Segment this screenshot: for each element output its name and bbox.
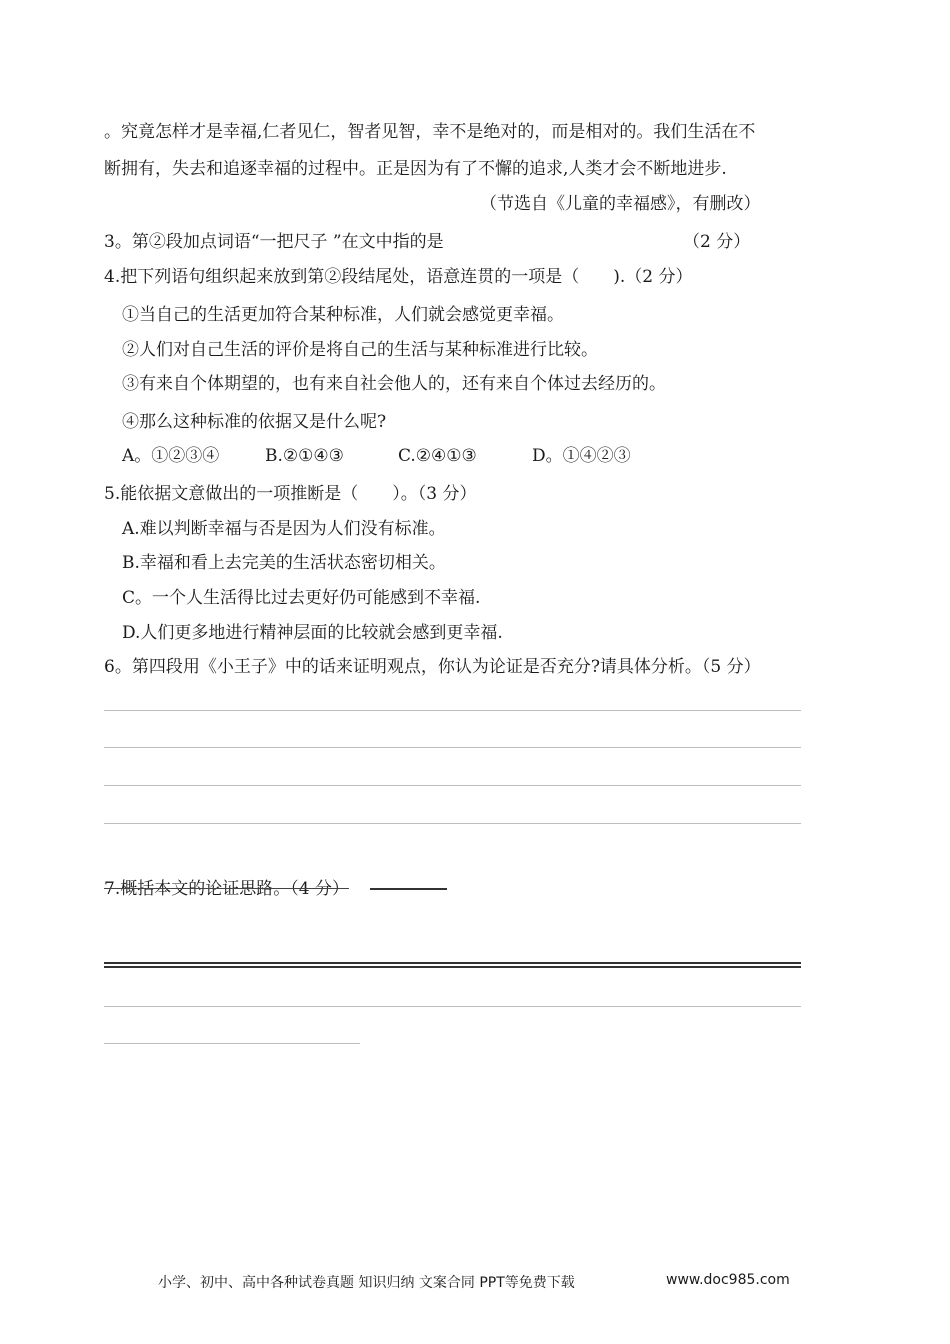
question-4-item-4: ④那么这种标准的依据又是什么呢? xyxy=(122,412,387,432)
question-5-option-d: D.人们更多地进行精神层面的比较就会感到更幸福. xyxy=(122,623,503,643)
question-3-score: （2 分） xyxy=(683,232,751,252)
answer-line xyxy=(104,823,801,824)
passage-source: （节选自《儿童的幸福感》，有删改） xyxy=(480,194,761,214)
answer-line xyxy=(104,747,801,748)
question-4-option-d: D。①④②③ xyxy=(532,446,631,466)
question-4-option-a: A。①②③④ xyxy=(122,446,220,466)
answer-line xyxy=(104,1043,360,1044)
question-4-option-b: B.②①④③ xyxy=(265,446,344,466)
question-5-option-c: C。一个人生活得比过去更好仍可能感到不幸福. xyxy=(122,588,481,608)
question-5-option-a: A.难以判断幸福与否是因为人们没有标准。 xyxy=(122,519,446,539)
question-4-item-1: ①当自己的生活更加符合某种标准，人们就会感觉更幸福。 xyxy=(122,305,564,325)
question-7-strike-rule xyxy=(370,888,447,890)
question-3-text: 3。第②段加点词语“一把尺子 ”在文中指的是 xyxy=(104,232,444,252)
answer-line xyxy=(104,710,801,711)
question-4-option-c: C.②④①③ xyxy=(398,446,477,466)
question-6-text: 6。第四段用《小王子》中的话来证明观点，你认为论证是否充分?请具体分析。（5 分） xyxy=(104,657,761,677)
answer-line xyxy=(104,1006,801,1007)
answer-line xyxy=(104,785,801,786)
passage-line-1: 。究竟怎样才是幸福,仁者见仁，智者见智，幸不是绝对的，而是相对的。我们生活在不 xyxy=(104,122,756,142)
question-7-text: 7.概括本文的论证思路。（4 分） xyxy=(104,879,349,899)
footer-url[interactable]: www.doc985.com xyxy=(666,1272,790,1288)
footer-text: 小学、初中、高中各种试卷真题 知识归纳 文案合同 PPT等免费下载 xyxy=(158,1275,575,1291)
answer-line xyxy=(104,962,801,964)
answer-line xyxy=(104,966,801,968)
question-5-text: 5.能依据文意做出的一项推断是（ ）。（3 分） xyxy=(104,484,477,504)
passage-line-2: 断拥有，失去和追逐幸福的过程中。正是因为有了不懈的追求,人类才会不断地进步. xyxy=(104,159,727,179)
question-5-option-b: B.幸福和看上去完美的生活状态密切相关。 xyxy=(122,553,446,573)
question-4-text: 4.把下列语句组织起来放到第②段结尾处，语意连贯的一项是（ ).（2 分） xyxy=(104,267,693,287)
question-4-item-2: ②人们对自己生活的评价是将自己的生活与某种标准进行比较。 xyxy=(122,340,598,360)
question-4-item-3: ③有来自个体期望的，也有来自社会他人的，还有来自个体过去经历的。 xyxy=(122,374,666,394)
